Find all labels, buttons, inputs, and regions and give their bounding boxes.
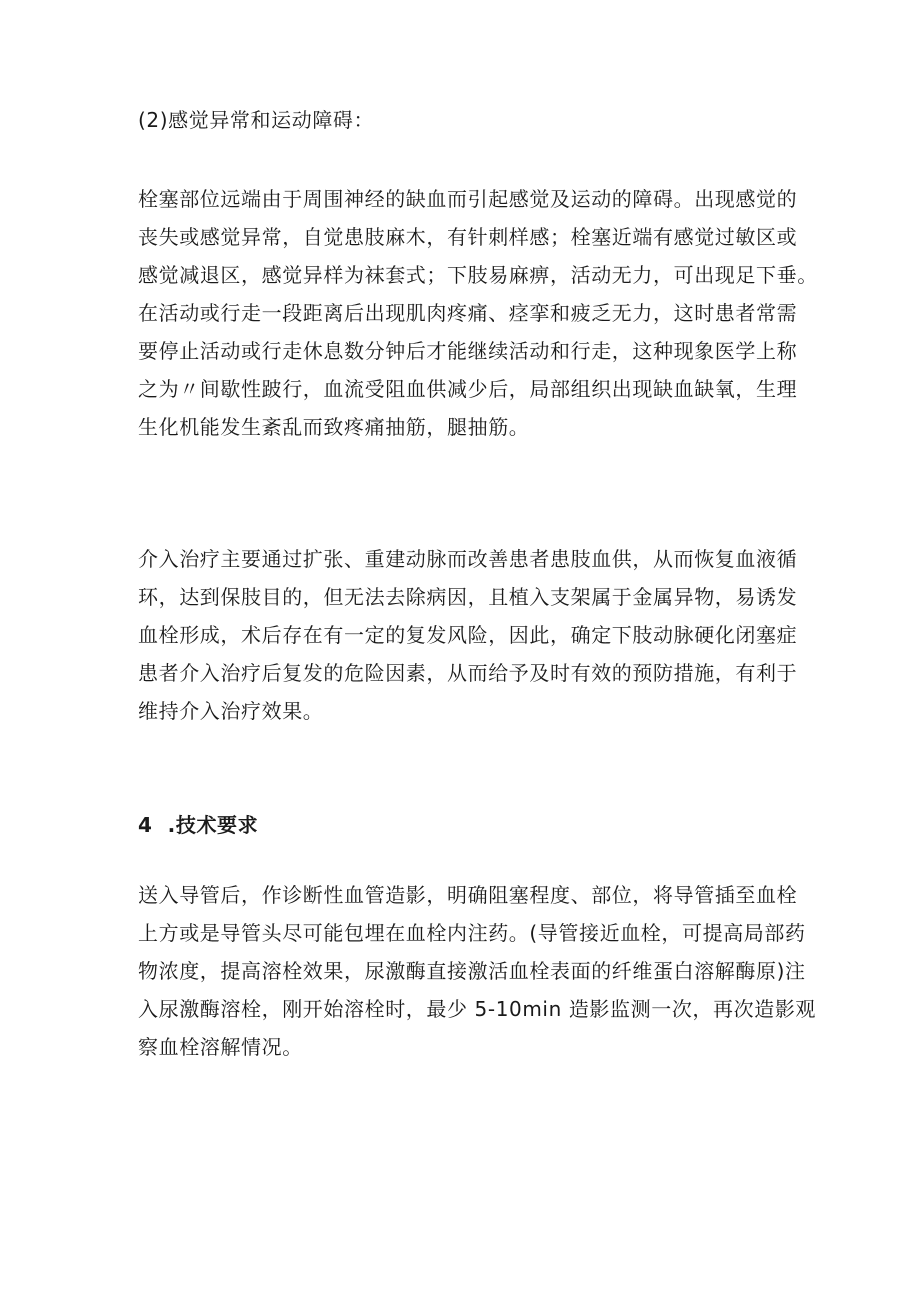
paragraph-line: 维持介入治疗效果。 xyxy=(138,699,324,723)
paragraph-1 xyxy=(138,180,818,446)
paragraph-line: 患者介入治疗后复发的危险因素，从而给予及时有效的预防措施，有利于 xyxy=(138,661,798,685)
paragraph-line: 环，达到保肢目的，但无法去除病因，且植入支架属于金属异物，易诱发 xyxy=(138,585,798,609)
paragraph-3 xyxy=(138,876,817,1066)
paragraph-line: 感觉减退区，感觉异样为袜套式；下肢易麻痹，活动无力，可出现足下垂。 xyxy=(138,263,818,287)
paragraph-line: 上方或是导管头尽可能包埋在血栓内注药。(导管接近血栓，可提高局部药 xyxy=(138,921,806,945)
paragraph-line: 在活动或行走一段距离后出现肌肉疼痛、痉挛和疲乏无力，这时患者常需 xyxy=(138,301,798,325)
section-heading-text: 4 .技术要求 xyxy=(138,813,259,837)
paragraph-line: 之为〃间歇性跛行，血流受阻血供减少后，局部组织出现缺血缺氧，生理 xyxy=(138,377,798,401)
subheading-text: (2)感觉异常和运动障碍： xyxy=(138,108,375,132)
section-heading xyxy=(138,806,788,844)
subheading xyxy=(138,101,788,139)
paragraph-line: 察血栓溶解情况。 xyxy=(138,1035,303,1059)
paragraph-line: 送入导管后，作诊断性血管造影，明确阻塞程度、部位，将导管插至血栓 xyxy=(138,883,798,907)
paragraph-line: 血栓形成，术后存在有一定的复发风险，因此，确定下肢动脉硬化闭塞症 xyxy=(138,623,798,647)
paragraph-line: 介入治疗主要通过扩张、重建动脉而改善患者患肢血供，从而恢复血液循 xyxy=(138,547,798,571)
paragraph-line: 要停止活动或行走休息数分钟后才能继续活动和行走，这种现象医学上称 xyxy=(138,339,798,363)
paragraph-line: 生化机能发生紊乱而致疼痛抽筋，腿抽筋。 xyxy=(138,415,530,439)
paragraph-2 xyxy=(138,540,798,730)
paragraph-line: 入尿激酶溶栓，刚开始溶栓时，最少 5-10min 造影监测一次，再次造影观 xyxy=(138,997,817,1021)
paragraph-line: 丧失或感觉异常，自觉患肢麻木，有针刺样感；栓塞近端有感觉过敏区或 xyxy=(138,225,798,249)
paragraph-line: 栓塞部位远端由于周围神经的缺血而引起感觉及运动的障碍。出现感觉的 xyxy=(138,187,798,211)
paragraph-line: 物浓度，提高溶栓效果，尿激酶直接激活血栓表面的纤维蛋白溶解酶原)注 xyxy=(138,959,806,983)
